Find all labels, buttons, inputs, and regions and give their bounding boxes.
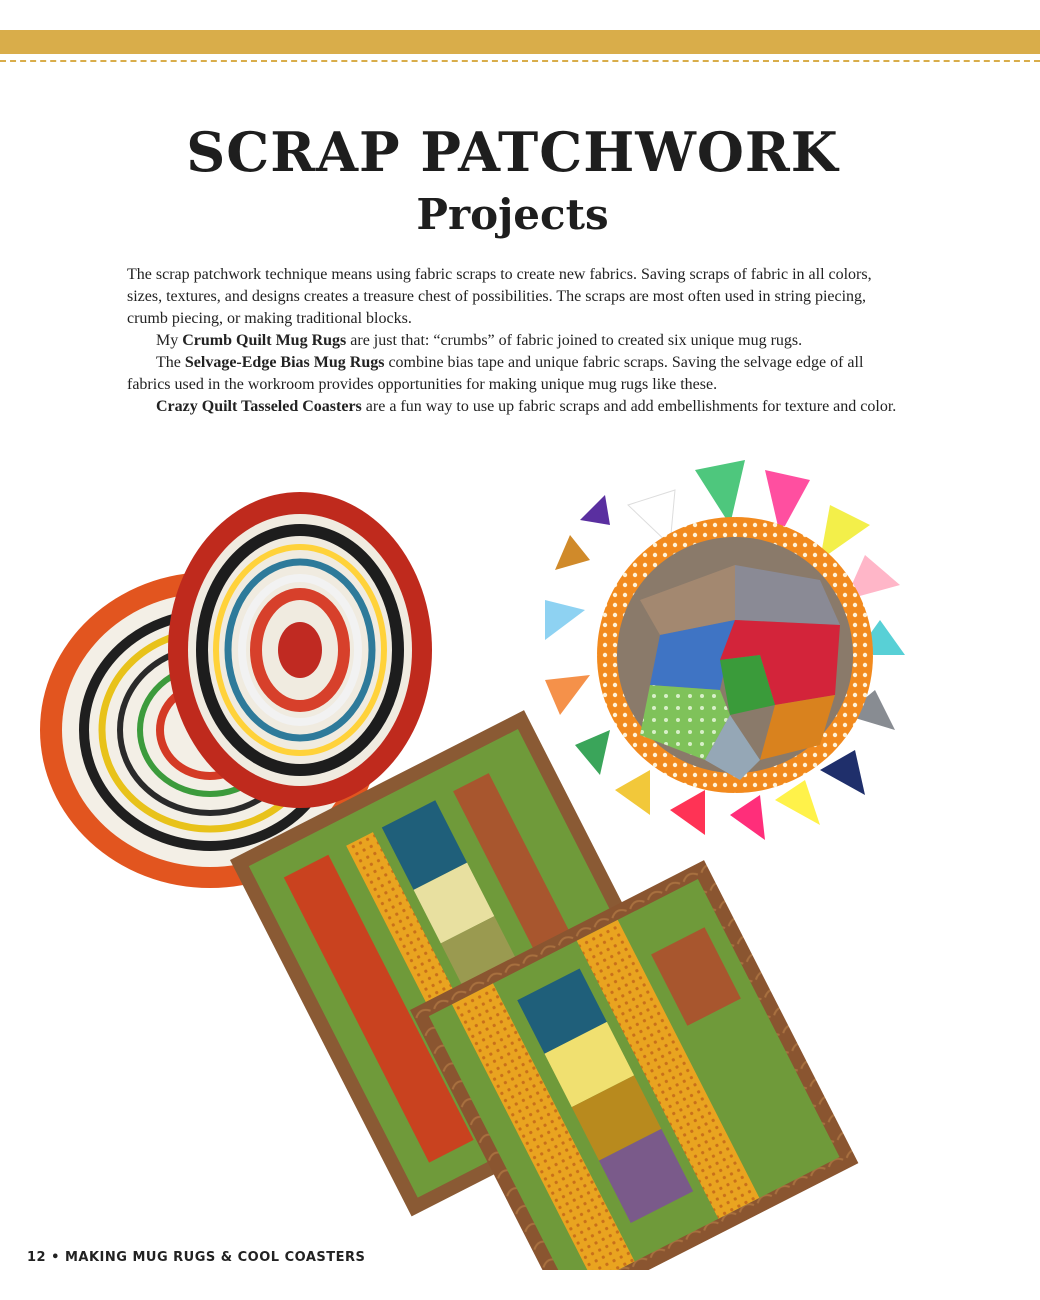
- p2-body: are just that: “crumbs” of fabric joined to created six unique mug rugs.: [346, 332, 803, 349]
- p3-lead: The: [156, 354, 185, 371]
- tasseled-coaster: [545, 460, 905, 840]
- crumb-mug-rug-front: [168, 492, 432, 808]
- footer-separator: •: [51, 1250, 60, 1265]
- crazy-quilt-title: Crazy Quilt Tasseled Coasters: [156, 398, 362, 415]
- intro-paragraph-3: [127, 352, 897, 396]
- top-gold-band: [0, 30, 1040, 54]
- intro-paragraph-2: [127, 330, 897, 352]
- crumb-quilt-title: Crumb Quilt Mug Rugs: [182, 332, 347, 349]
- p3-body: combine bias tape and unique fabric scraps. Saving the selvage edge of all fabrics used in the workroom provides opportunities for making unique mug rugs like these.: [127, 354, 864, 393]
- page-title: SCRAP PATCHWORK: [186, 120, 839, 184]
- book-title: MAKING MUG RUGS & COOL COASTERS: [64, 1250, 366, 1265]
- page-footer: [27, 1250, 365, 1265]
- intro-text: [127, 264, 897, 418]
- p2-lead: My: [156, 332, 183, 349]
- project-photo: [0, 450, 1040, 1270]
- intro-paragraph-4: [127, 396, 897, 418]
- page-subtitle: Projects: [416, 190, 609, 239]
- page-number: 12: [27, 1250, 47, 1265]
- p4-body: are a fun way to use up fabric scraps and add embellishments for texture and color.: [361, 398, 897, 415]
- selvage-edge-title: Selvage-Edge Bias Mug Rugs: [184, 354, 385, 371]
- top-dashed-rule: [0, 60, 1040, 62]
- intro-paragraph-1: The scrap patchwork technique means using fabric scraps to create new fabrics. Saving scraps of fabric in all colors, sizes, textures, and designs creates a treasure chest of possibilities. The scraps are most often used in string piecing, crumb piecing, or making traditional blocks.: [127, 266, 872, 327]
